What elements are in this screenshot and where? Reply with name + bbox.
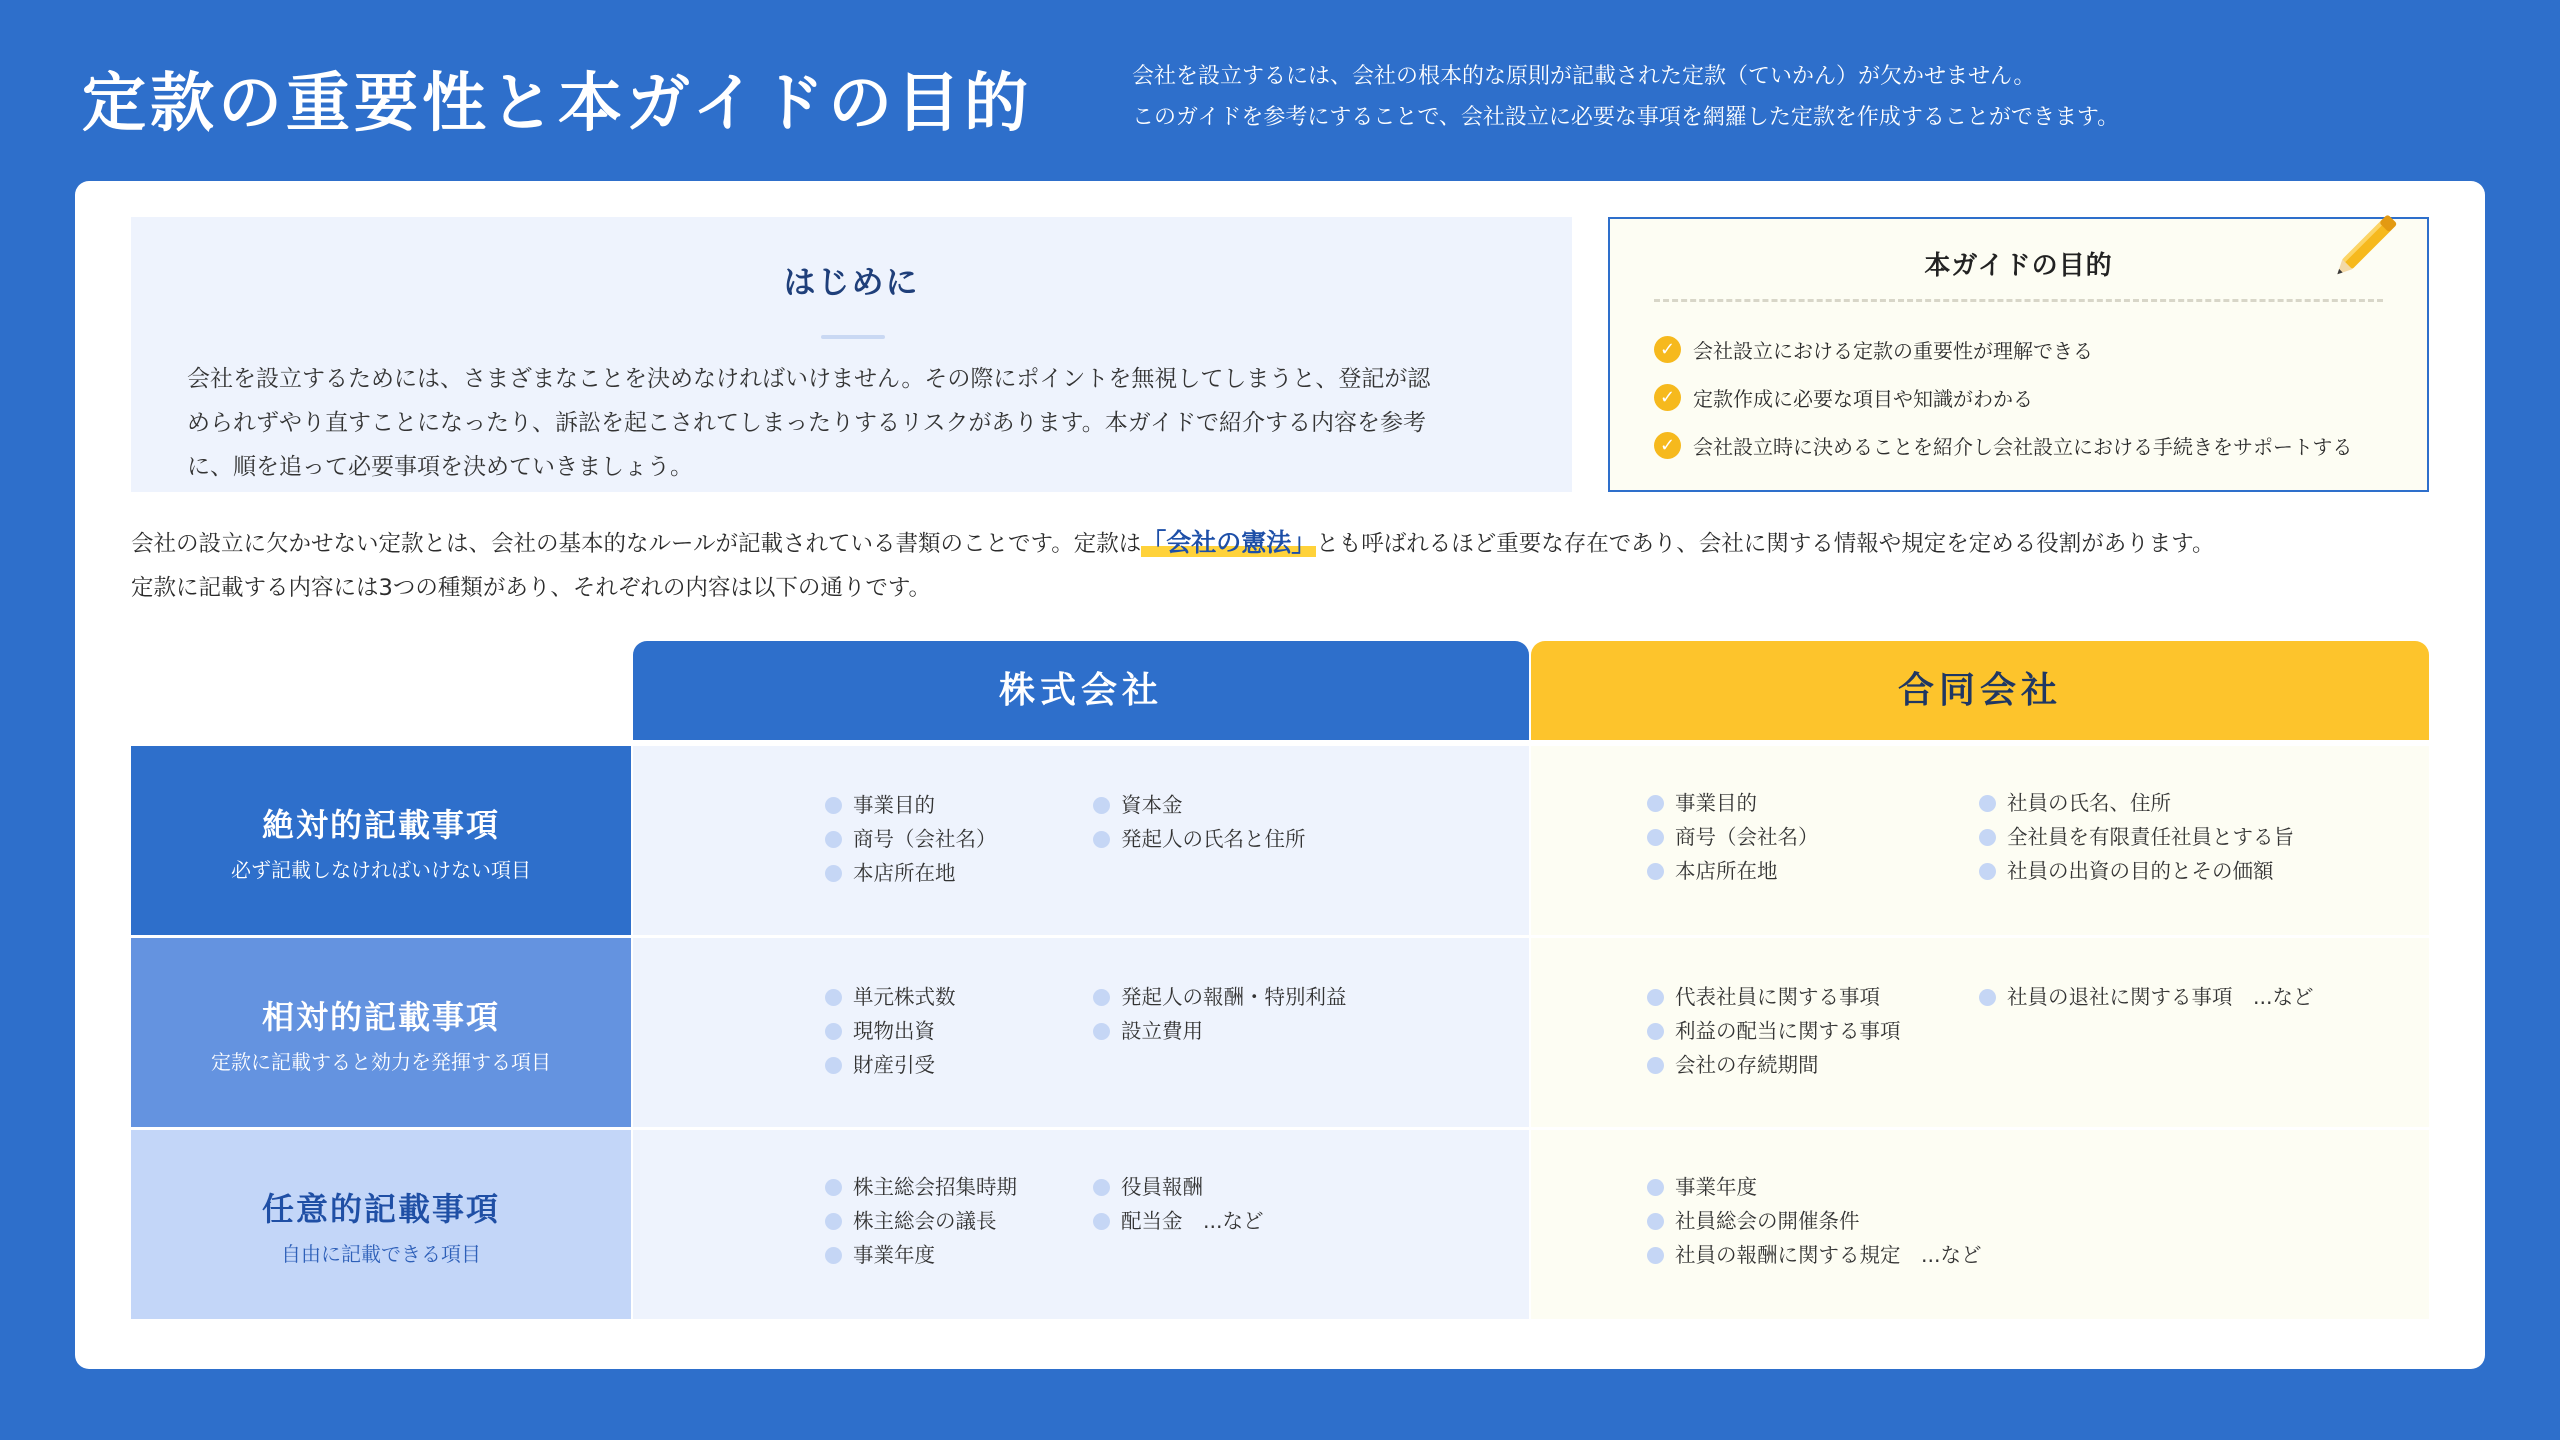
row-label <box>131 746 631 935</box>
item-list <box>1647 1170 1982 1272</box>
list-item-text: 役員報酬 <box>1121 1175 1203 1199</box>
lead-text: 会社の設立に欠かせない定款とは、会社の基本的なルールが記載されている書類のことです。定款は <box>131 531 1142 557</box>
bullet-dot-icon <box>1979 989 1996 1006</box>
column-header-godo: 合同会社 <box>1531 641 2429 740</box>
item-list <box>825 788 997 890</box>
bullet-dot-icon <box>1093 1213 1110 1230</box>
list-item-text: 事業年度 <box>1675 1175 1757 1199</box>
list-item <box>1647 1170 1982 1204</box>
intro-line: められずやり直すことになったり、訴訟を起こされてしまったりするリスクがあります。本ガイドで紹介する内容を参考 <box>187 410 1427 436</box>
list-item <box>1093 822 1306 856</box>
purpose-panel <box>1608 217 2429 492</box>
bullet-dot-icon <box>1647 863 1664 880</box>
list-item-text: 資本金 <box>1121 793 1183 817</box>
list-item <box>1979 820 2294 854</box>
bullet-dot-icon <box>1979 829 1996 846</box>
bullet-dot-icon <box>825 865 842 882</box>
bullet-dot-icon <box>1093 989 1110 1006</box>
item-list <box>1979 786 2294 888</box>
list-item-text: 発起人の氏名と住所 <box>1121 827 1306 851</box>
list-item-text: 事業目的 <box>1675 791 1757 815</box>
bullet-dot-icon <box>1093 1179 1110 1196</box>
bullet-dot-icon <box>1093 1023 1110 1040</box>
column-header-kabushiki: 株式会社 <box>633 641 1529 740</box>
list-item-text: 社員の出資の目的とその価額 <box>2007 859 2274 883</box>
header-description <box>1132 56 2119 138</box>
bullet-dot-icon <box>1647 1213 1664 1230</box>
row-subtitle: 定款に記載すると効力を発揮する項目 <box>211 1050 551 1074</box>
list-item-text: 財産引受 <box>853 1053 935 1077</box>
item-list <box>1093 788 1306 856</box>
lead-line <box>131 521 2451 566</box>
item-list <box>1647 980 1901 1082</box>
list-item <box>825 1014 956 1048</box>
list-item-text: 社員の氏名、住所 <box>2007 791 2171 815</box>
bullet-dot-icon <box>1979 795 1996 812</box>
list-item-text: 事業年度 <box>853 1243 935 1267</box>
bullet-dot-icon <box>825 1179 842 1196</box>
cell-godo <box>1531 938 2429 1127</box>
row-subtitle: 必ず記載しなければいけない項目 <box>231 858 531 882</box>
check-circle-icon: ✓ <box>1654 336 1681 363</box>
page-title: 定款の重要性と本ガイドの目的 <box>82 67 1033 141</box>
purpose-item-text: 定款作成に必要な項目や知識がわかる <box>1693 386 2033 411</box>
list-item <box>825 1048 956 1082</box>
intro-title-underline <box>821 335 885 339</box>
list-item <box>1979 980 2314 1014</box>
bullet-dot-icon <box>825 1023 842 1040</box>
list-item <box>1093 788 1306 822</box>
cell-kabushiki <box>633 746 1529 935</box>
list-item <box>1979 786 2294 820</box>
lead-line: 定款に記載する内容には3つの種類があり、それぞれの内容は以下の通りです。 <box>131 575 932 601</box>
row-title: 相対的記載事項 <box>261 998 500 1036</box>
header-desc-line: このガイドを参考にすることで、会社設立に必要な事項を網羅した定款を作成することができます。 <box>1132 105 2120 130</box>
bullet-dot-icon <box>825 989 842 1006</box>
check-circle-icon: ✓ <box>1654 384 1681 411</box>
bullet-dot-icon <box>1979 863 1996 880</box>
purpose-item <box>1654 421 2352 469</box>
cell-kabushiki <box>633 1130 1529 1319</box>
page-header <box>82 48 2502 148</box>
list-item <box>825 788 997 822</box>
list-item-text: 株主総会の議長 <box>853 1209 997 1233</box>
check-circle-icon: ✓ <box>1654 432 1681 459</box>
list-item <box>825 1238 1017 1272</box>
lead-paragraph <box>131 521 2451 610</box>
lead-text: とも呼ばれるほど重要な存在であり、会社に関する情報や規定を定める役割があります。 <box>1316 531 2215 557</box>
list-item <box>1647 980 1901 1014</box>
bullet-dot-icon <box>1647 989 1664 1006</box>
list-item-text: 社員総会の開催条件 <box>1675 1209 1860 1233</box>
intro-body <box>187 357 1527 489</box>
highlight-term: 「会社の憲法」 <box>1141 528 1317 557</box>
bullet-dot-icon <box>1647 829 1664 846</box>
list-item-text: 現物出資 <box>853 1019 935 1043</box>
list-item <box>1647 854 1819 888</box>
intro-panel <box>131 217 1572 492</box>
item-list <box>825 980 956 1082</box>
list-item <box>825 980 956 1014</box>
purpose-item-text: 会社設立時に決めることを紹介し会社設立における手続きをサポートする <box>1693 434 2353 459</box>
list-item <box>825 856 997 890</box>
table-row-absolute <box>131 746 2429 935</box>
purpose-item <box>1654 325 2352 373</box>
list-item <box>825 1170 1017 1204</box>
list-item <box>1647 1204 1982 1238</box>
list-item-text: 社員の退社に関する事項 ...など <box>2007 985 2314 1009</box>
cell-godo <box>1531 746 2429 935</box>
item-list <box>1647 786 1819 888</box>
list-item-text: 代表社員に関する事項 <box>1675 985 1880 1009</box>
bullet-dot-icon <box>1647 1247 1664 1264</box>
list-item <box>825 1204 1017 1238</box>
list-item-text: 商号（会社名） <box>853 827 997 851</box>
item-list <box>825 1170 1017 1272</box>
list-item-text: 発起人の報酬・特別利益 <box>1121 985 1347 1009</box>
item-list <box>1093 1170 1264 1238</box>
list-item-text: 事業目的 <box>853 793 935 817</box>
row-title: 絶対的記載事項 <box>261 806 500 844</box>
bullet-dot-icon <box>1647 1057 1664 1074</box>
bullet-dot-icon <box>825 797 842 814</box>
bullet-dot-icon <box>825 1213 842 1230</box>
table-row-optional <box>131 1130 2429 1319</box>
bullet-dot-icon <box>825 1057 842 1074</box>
list-item-text: 株主総会招集時期 <box>853 1175 1017 1199</box>
list-item <box>1647 1048 1901 1082</box>
list-item-text: 本店所在地 <box>853 861 956 885</box>
item-list <box>1979 980 2314 1014</box>
list-item-text: 会社の存続期間 <box>1675 1053 1819 1077</box>
list-item <box>1093 1014 1347 1048</box>
list-item <box>825 822 997 856</box>
list-item-text: 配当金 ...など <box>1121 1209 1264 1233</box>
row-label <box>131 1130 631 1319</box>
list-item <box>1647 820 1819 854</box>
list-item-text: 商号（会社名） <box>1675 825 1819 849</box>
row-subtitle: 自由に記載できる項目 <box>281 1242 481 1266</box>
list-item <box>1093 1204 1264 1238</box>
bullet-dot-icon <box>1647 795 1664 812</box>
list-item <box>1647 1238 1982 1272</box>
list-item-text: 設立費用 <box>1121 1019 1203 1043</box>
list-item <box>1647 786 1819 820</box>
list-item <box>1979 854 2294 888</box>
purpose-item <box>1654 373 2352 421</box>
purpose-list <box>1654 325 2352 469</box>
row-label <box>131 938 631 1127</box>
content-card <box>75 181 2485 1369</box>
bullet-dot-icon <box>1093 831 1110 848</box>
row-title: 任意的記載事項 <box>261 1190 500 1228</box>
bullet-dot-icon <box>825 831 842 848</box>
purpose-divider <box>1654 299 2383 302</box>
bullet-dot-icon <box>1093 797 1110 814</box>
bullet-dot-icon <box>825 1247 842 1264</box>
bullet-dot-icon <box>1647 1023 1664 1040</box>
list-item <box>1647 1014 1901 1048</box>
item-list <box>1093 980 1347 1048</box>
intro-title: はじめに <box>783 263 920 301</box>
header-desc-line: 会社を設立するには、会社の根本的な原則が記載された定款（ていかん）が欠かせません。 <box>1132 64 2036 89</box>
table-row-relative <box>131 938 2429 1127</box>
cell-godo <box>1531 1130 2429 1319</box>
purpose-item-text: 会社設立における定款の重要性が理解できる <box>1693 338 2093 363</box>
list-item <box>1093 1170 1264 1204</box>
list-item-text: 全社員を有限責任社員とする旨 <box>2007 825 2294 849</box>
list-item-text: 社員の報酬に関する規定 ...など <box>1675 1243 1982 1267</box>
purpose-title: 本ガイドの目的 <box>1924 251 2113 281</box>
list-item-text: 単元株式数 <box>853 985 956 1009</box>
list-item-text: 本店所在地 <box>1675 859 1778 883</box>
cell-kabushiki <box>633 938 1529 1127</box>
list-item-text: 利益の配当に関する事項 <box>1675 1019 1901 1043</box>
list-item <box>1093 980 1347 1014</box>
bullet-dot-icon <box>1647 1179 1664 1196</box>
intro-line: に、順を追って必要事項を決めていきましょう。 <box>187 454 693 480</box>
intro-line: 会社を設立するためには、さまざまなことを決めなければいけません。その際にポイントを無視してしまうと、登記が認 <box>187 366 1431 392</box>
